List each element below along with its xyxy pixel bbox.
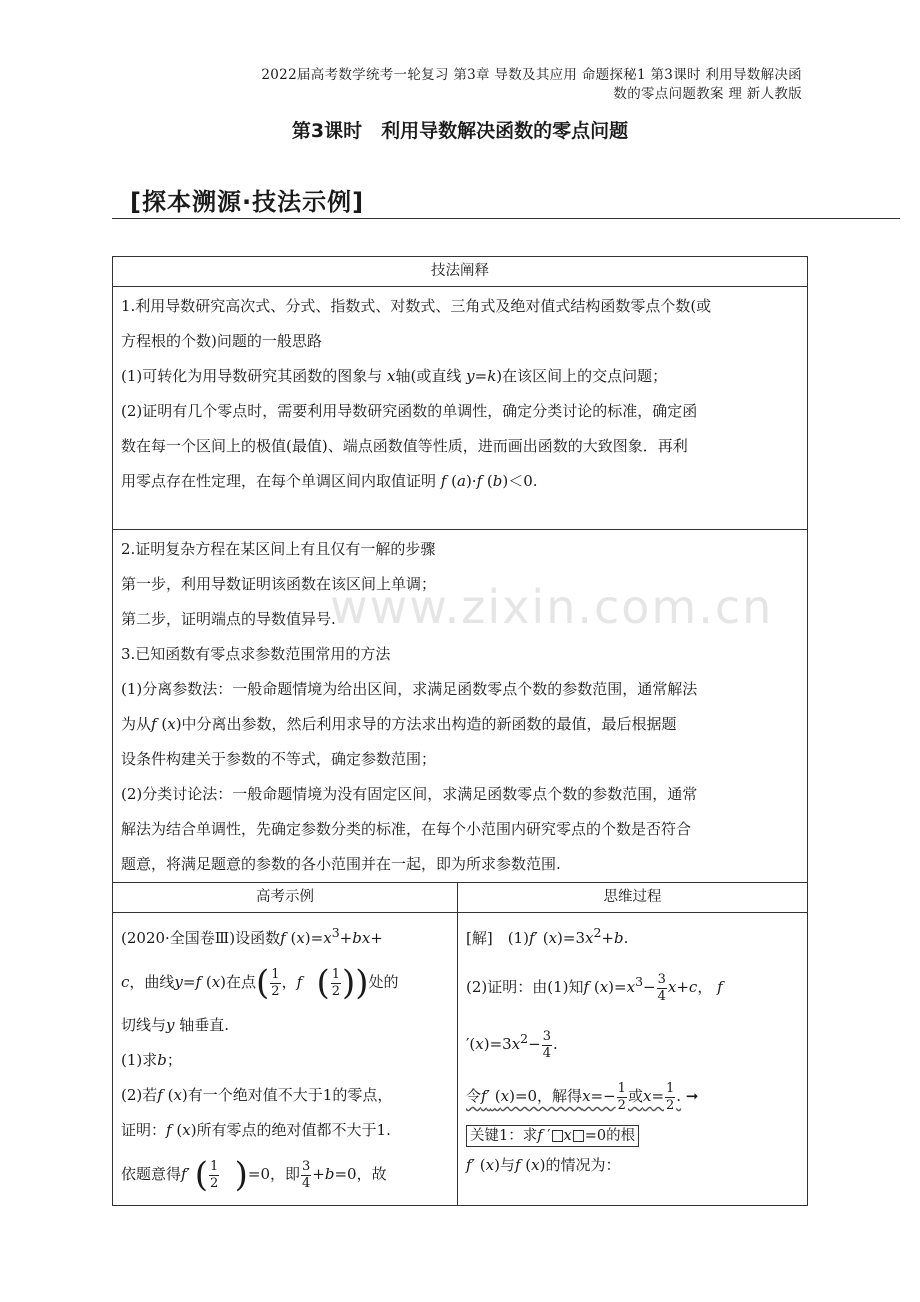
text-line: 第一步，利用导数证明该函数在该区间上单调；: [121, 575, 437, 593]
text-line: 2.证明复杂方程在某区间上有且仅有一解的步骤: [121, 540, 436, 558]
fraction: $\frac{1}{2}$: [331, 966, 340, 999]
fraction: $\frac{1}{2}$: [666, 1080, 675, 1113]
section-divider: [112, 218, 900, 219]
text-line: $'(x)=3x^2-$ $\frac{3}{4}$ .: [466, 1028, 558, 1061]
technique-header: 技法阐释: [113, 257, 808, 287]
header-line-1: 2022届高考数学统考一轮复习 第3章 导数及其应用 命题探秘1 第3课时 利用导数解决函: [261, 67, 802, 83]
text-line: c，曲线y=f (x)在点( $\frac{1}{2}$ ，f ( $\frac{1}{2}$ ))处的: [121, 963, 399, 1003]
left-paren: (: [256, 963, 270, 1003]
header-line-2: 数的零点问题教案 理 新人教版: [613, 86, 802, 102]
section-title: [探本溯源·技法示例]: [130, 188, 365, 216]
text-line: (2)分类讨论法：一般命题情境为没有固定区间，求满足函数零点个数的参数范围，通常: [121, 785, 698, 803]
right-paren: ): [342, 963, 356, 1003]
column-header-thinking: 思维过程: [458, 883, 808, 913]
text-line: 1.利用导数研究高次式、分式、指数式、对数式、三角式及绝对值式结构函数零点个数(或: [121, 297, 712, 315]
thinking-process-cell: [458, 913, 808, 1206]
text-line: f′ (x)与f (x)的情况为：: [466, 1156, 621, 1174]
right-paren: ): [355, 963, 369, 1003]
fraction: $\frac{3}{4}$: [657, 971, 666, 1004]
lesson-title: 第3课时 利用导数解决函数的零点问题: [291, 120, 629, 142]
fraction: $\frac{3}{4}$: [542, 1028, 551, 1061]
text-line: 第二步，证明端点的导数值异号.: [121, 610, 336, 628]
exam-example-cell: [113, 913, 458, 1206]
text-line: [解] (1)f′ $(x)=3x^2+b$.: [466, 925, 629, 947]
left-paren: (: [194, 1155, 209, 1195]
text-line: 题意，将满足题意的参数的各小范围并在一起，即为所求参数范围.: [121, 855, 561, 873]
text-line: 方程根的个数)问题的一般思路: [121, 332, 322, 350]
fraction: $\frac{1}{2}$: [210, 1158, 219, 1191]
text-line: 数在每一个区间上的极值(最值)、端点函数值等性质，进而画出函数的大致图象．再利: [121, 437, 688, 455]
text-line: 3.已知函数有零点求参数范围常用的方法: [121, 645, 391, 663]
column-header-example: 高考示例: [113, 883, 458, 913]
text-line: 切线与y 轴垂直.: [121, 1016, 230, 1034]
text-line: 设条件构建关于参数的不等式，确定参数范围；: [121, 750, 437, 768]
text-line: 依题意得f′ ( $\frac{1}{2}$ )=0，即 $\frac{3}{4}$ +b=0，故: [121, 1155, 387, 1195]
text-line: (1)求b；: [121, 1051, 182, 1069]
text-line: (2)证明：由(1)知f $(x)=x^3-$ $\frac{3}{4}$ x+c， f: [466, 971, 723, 1004]
text-line: 令f′ (x)=0，解得x=− $\frac{1}{2}$ 或x= $\frac{1}{2}$ . ➞: [466, 1080, 699, 1113]
text-line: 用零点存在性定理，在每个单调区间内取值证明 f (a)·f (b)＜0.: [121, 472, 538, 490]
text-line: (2)若f (x)有一个绝对值不大于1的零点，: [121, 1086, 393, 1104]
key-point-box: 关键1：求f ′ x =0的根: [466, 1125, 639, 1147]
fraction: $\frac{1}{2}$: [617, 1080, 626, 1113]
text-line: 证明：f (x)所有零点的绝对值都不大于1.: [121, 1121, 391, 1139]
placeholder-square: [552, 1130, 563, 1142]
fraction: $\frac{1}{2}$: [271, 966, 280, 999]
text-line: (1)分离参数法：一般命题情境为给出区间，求满足函数零点个数的参数范围，通常解法: [121, 680, 698, 698]
technique-block-1: [113, 287, 808, 530]
key-hint: [466, 1122, 801, 1148]
fraction: $\frac{3}{4}$: [302, 1158, 311, 1191]
text-line: 解法为结合单调性，先确定参数分类的标准，在每个小范围内研究零点的个数是否符合: [121, 820, 692, 838]
technique-table: [112, 256, 808, 1206]
text-line: 为从f (x)中分离出参数，然后利用求导的方法求出构造的新函数的最值，最后根据题: [121, 715, 677, 733]
text-line: (2020·全国卷Ⅲ)设函数f $(x)=x^3+bx+$: [121, 925, 383, 947]
right-paren: ): [234, 1155, 248, 1195]
document-header: [102, 66, 802, 104]
arrow-right-icon: ➞: [685, 1087, 699, 1105]
placeholder-square: [573, 1130, 584, 1142]
text-line: (2)证明有几个零点时，需要利用导数研究函数的单调性，确定分类讨论的标准，确定函: [121, 402, 698, 420]
left-paren: (: [316, 963, 330, 1003]
watermark: www.zixin.com.cn: [330, 580, 774, 634]
text-line: (1)可转化为用导数研究其函数的图象与 x轴(或直线 y=k)在该区间上的交点问题；: [121, 367, 668, 385]
